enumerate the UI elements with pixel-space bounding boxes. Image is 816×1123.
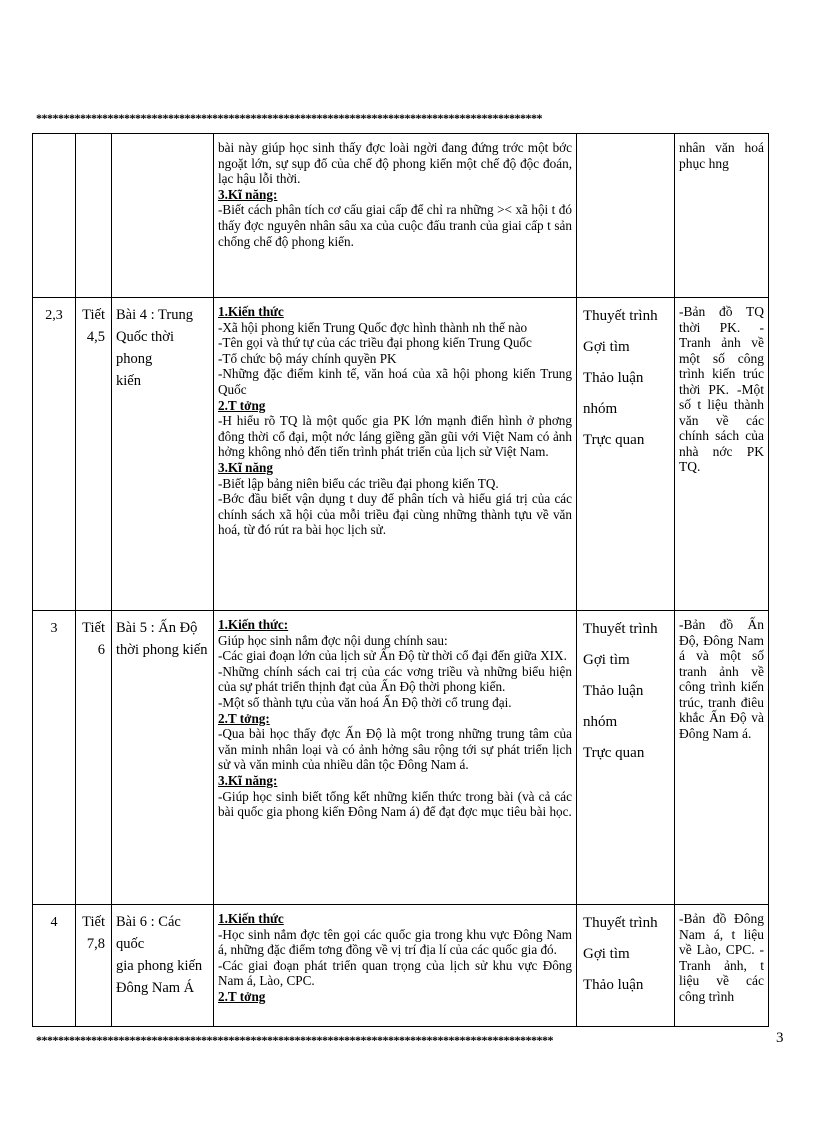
text-line: Tiết <box>82 914 105 930</box>
lesson-plan-table <box>32 133 769 1027</box>
text-line: Quốc thời phong <box>116 329 175 367</box>
text-line: -Các giai đoạn lớn của lịch sử Ấn Độ từ thời cổ đại đến giữa XIX. <box>218 648 567 664</box>
text-line: 4,5 <box>86 329 105 345</box>
text-line: Thuyết trình <box>583 308 658 324</box>
text-line: Tiết <box>82 620 105 636</box>
lesson-title-cell <box>112 134 214 298</box>
objectives-cell <box>214 905 577 1027</box>
section-heading: 1.Kiến thức <box>218 911 284 926</box>
top-star-border: ******************************************************************************************** <box>36 112 542 124</box>
text-line: Gợi tìm <box>583 946 630 962</box>
text-line: Bài 4 : Trung <box>116 307 193 323</box>
text-line: -Một số thành tựu của văn hoá Ấn Độ thời cổ trung đại. <box>218 694 512 710</box>
section-heading: 3.Kĩ năng <box>218 459 273 475</box>
stt-cell: 3 <box>33 611 76 905</box>
period-cell <box>76 905 112 1027</box>
text-line: Thảo luận <box>583 370 644 386</box>
text-line: nhóm <box>583 401 618 417</box>
stt-cell: 2,3 <box>33 298 76 611</box>
text-line: -Qua bài học thấy đợc Ấn Độ là một trong những trung tâm của văn minh nhân loại và có ảnh hởng sâu rộng tới sự phát triển lịch sử và văn minh của nhiều dân tộc Đông Nam á. <box>218 726 572 773</box>
text-line: -Những đặc điểm kinh tế, văn hoá của xã hội phong kiến Trung Quốc <box>218 366 572 397</box>
text-line: Thuyết trình <box>583 915 658 931</box>
text-line: bài này giúp học sinh thấy đợc loài ngời đang đứng trớc một bớc ngoặt lớn, sự sụp đổ của chế độ phong kiến một chế độ độc đoán, lạc hậu lỗi thời. <box>218 140 572 187</box>
text-line: -Biết lập bảng niên biểu các triều đại phong kiến TQ. <box>218 475 499 491</box>
period-cell <box>76 134 112 298</box>
text-line: Gợi tìm <box>583 339 630 355</box>
lesson-title-cell <box>112 611 214 905</box>
text-line: 6 <box>97 642 105 658</box>
objectives-cell <box>214 298 577 611</box>
materials-cell: -Bản đồ Ấn Độ, Đông Nam á và một số tranh ảnh về công trình kiến trúc, tranh điêu khắc Ấn Độ và Đông Nam á. <box>675 611 769 905</box>
text-line: -Bớc đầu biết vận dụng t duy để phân tích và hiểu giá trị của các chính sách xã hội của mỗi triều đại cùng những thành tựu về văn hoá, từ đó rút ra bài học lịch sử. <box>218 491 572 538</box>
stt-cell: 4 <box>33 905 76 1027</box>
text-line: Thuyết trình <box>583 621 658 637</box>
section-heading: 3.Kĩ năng: <box>218 186 278 202</box>
text-line: -Các giai đoạn phát triển quan trọng của lịch sử khu vực Đông Nam á, Lào, CPC. <box>218 957 572 989</box>
text-line: Thảo luận <box>583 683 644 699</box>
section-heading: 1.Kiến thức: <box>218 617 289 632</box>
text-line: Trực quan <box>583 432 645 448</box>
text-line: Đông Nam Á <box>116 980 195 996</box>
objectives-cell <box>214 611 577 905</box>
materials-cell: -Bản đồ TQ thời PK. -Tranh ảnh về một số công trình kiến trúc thời PK. -Một số t liệu thành văn về các chính sách của nhà nớc PK TQ. <box>675 298 769 611</box>
table-row <box>33 611 769 905</box>
lesson-title-cell <box>112 905 214 1027</box>
stt-cell <box>33 134 76 298</box>
text-line: Trực quan <box>583 745 645 761</box>
text-line: 7,8 <box>86 936 105 952</box>
text-line: Tiết <box>82 307 105 323</box>
page-number: 3 <box>776 1030 784 1046</box>
section-heading: 1.Kiến thức <box>218 304 284 319</box>
text-line: kiến <box>116 373 141 389</box>
period-cell <box>76 298 112 611</box>
text-line: -Tổ chức bộ máy chính quyền PK <box>218 350 397 366</box>
section-heading: 2.T tởng <box>218 988 266 1004</box>
table-row <box>33 134 769 298</box>
text-line: Gợi tìm <box>583 652 630 668</box>
materials-cell: nhân văn hoá phục hng <box>675 134 769 298</box>
text-line: -Xã hội phong kiến Trung Quốc đợc hình thành nh thế nào <box>218 319 528 335</box>
objectives-cell <box>214 134 577 298</box>
section-heading: 2.T tởng <box>218 397 266 413</box>
text-line: nhóm <box>583 714 618 730</box>
text-line: -Biết cách phân tích cơ cấu giai cấp để chỉ ra những >< xã hội t đó thấy đợc nguyên nhân sâu xa của cuộc đấu tranh của giai cấp t sản chống chế độ phong kiến. <box>218 202 572 249</box>
text-line: -Những chính sách cai trị của các vơng triều và những biểu hiện của sự phát triển thịnh đạt của Ấn Độ thời phong kiến. <box>218 663 572 695</box>
method-cell <box>577 134 675 298</box>
text-line: Thảo luận <box>583 977 644 993</box>
text-line: thời phong kiến <box>116 642 208 658</box>
text-line: gia phong kiến <box>116 958 203 974</box>
text-line: -H hiểu rõ TQ là một quốc gia PK lớn mạnh điển hình ở phơng đông thời cổ đại, một nớc láng giềng gần gũi với Việt Nam có ảnh hởng không nhỏ đến tiến trình phát triển của lịch sử Việt Nam. <box>218 413 572 460</box>
materials-cell: -Bản đồ Đông Nam á, t liệu về Lào, CPC. -Tranh ảnh, t liệu về các công trình <box>675 905 769 1027</box>
method-cell <box>577 611 675 905</box>
table-row <box>33 298 769 611</box>
text-line: Bài 6 : Các quốc <box>116 914 181 952</box>
text-line: -Học sinh nắm đợc tên gọi các quốc gia trong khu vực Đông Nam á, những đặc điểm tơng đồng về vị trí địa lí của các quốc gia đó. <box>218 926 572 958</box>
table-row <box>33 905 769 1027</box>
text-line: Bài 5 : Ấn Độ <box>116 620 198 636</box>
text-line: Giúp học sinh nắm đợc nội dung chính sau: <box>218 632 448 648</box>
lesson-title-cell <box>112 298 214 611</box>
section-heading: 2.T tởng: <box>218 710 270 726</box>
bottom-star-border: ********************************************************************************************** <box>36 1034 553 1046</box>
text-line: -Tên gọi và thứ tự của các triều đại phong kiến Trung Quốc <box>218 335 532 351</box>
period-cell <box>76 611 112 905</box>
method-cell <box>577 905 675 1027</box>
section-heading: 3.Kĩ năng: <box>218 772 278 788</box>
method-cell <box>577 298 675 611</box>
text-line: -Giúp học sinh biết tổng kết những kiến thức trong bài (và cả các bài quốc gia phong kiến Đông Nam á) để đạt đợc mục tiêu bài học. <box>218 788 572 820</box>
